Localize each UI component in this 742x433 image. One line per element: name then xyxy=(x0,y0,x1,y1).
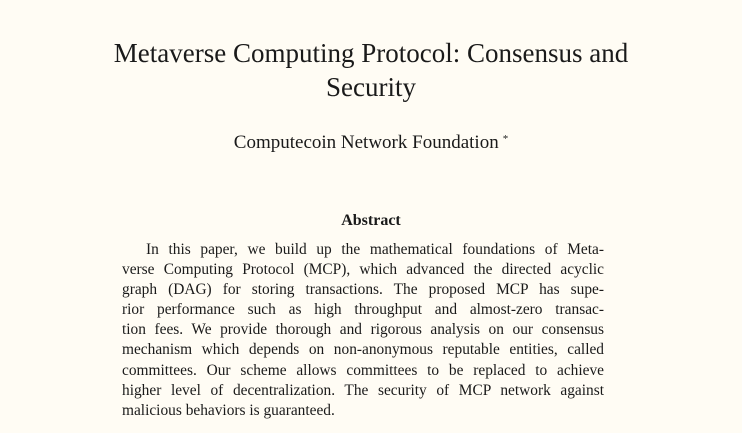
abstract-line: In this paper, we build up the mathematical foundations of Meta- xyxy=(146,241,604,258)
abstract-line: verse Computing Protocol (MCP), which advanced the directed acyclic xyxy=(122,261,604,279)
title-line-2: Security xyxy=(326,72,416,102)
abstract-line: graph (DAG) for storing transactions. The proposed MCP has supe- xyxy=(122,281,604,299)
paper-title xyxy=(80,36,662,104)
author-footnote-mark: * xyxy=(502,133,509,145)
author-line xyxy=(80,128,662,154)
author-name: Computecoin Network Foundation xyxy=(233,132,499,153)
abstract-line: higher level of decentralization. The security of MCP network against xyxy=(122,381,604,399)
abstract-line: mechanism which depends on non-anonymous reputable entities, called xyxy=(122,341,604,359)
title-line-1: Metaverse Computing Protocol: Consensus and xyxy=(113,38,629,68)
abstract-line: rior performance such as high throughput and almost-zero transac- xyxy=(122,301,604,319)
abstract-line: tion fees. We provide thorough and rigorous analysis on our consensus xyxy=(122,321,604,339)
abstract-heading: Abstract xyxy=(341,212,401,229)
abstract-line: committees. Our scheme allows committees to be replaced to achieve xyxy=(122,361,604,379)
abstract-body xyxy=(122,240,604,421)
abstract-line: malicious behaviors is guaranteed. xyxy=(122,401,335,419)
